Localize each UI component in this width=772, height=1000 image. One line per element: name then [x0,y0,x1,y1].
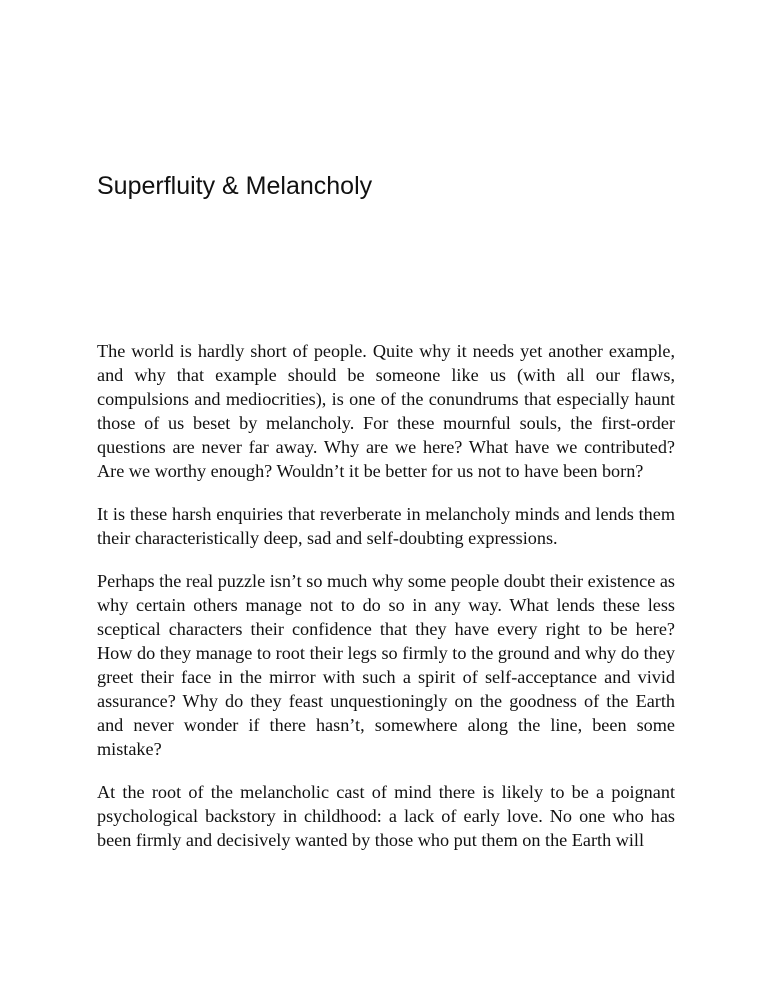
paragraph: It is these harsh enquiries that reverberate in melancholy minds and lends them their characteristically deep, sad and self-doubting expressions. [97,504,675,549]
paragraph: Perhaps the real puzzle isn’t so much why some people doubt their existence as why certain others manage not to do so in any way. What lends these less sceptical characters their confidence that they have every right to be here? How do they manage to root their legs so firmly to the ground and why do they greet their face in the mirror with such a spirit of self-acceptance and vivid assurance? Why do they feast unquestioningly on the goodness of the Earth and never wonder if there hasn’t, somewhere along the line, been some mistake? [97,570,675,760]
body-text [97,339,675,871]
paragraph: The world is hardly short of people. Quite why it needs yet another example, and why that example should be someone like us (with all our flaws, compulsions and mediocrities), is one of the conundrums that especially haunt those of us beset by melancholy. For these mournful souls, the first-order questions are never far away. Why are we here? What have we contributed? Are we worthy enough? Wouldn’t it be better for us not to have been born? [97,341,675,482]
paragraph: At the root of the melancholic cast of mind there is likely to be a poignant psychological backstory in childhood: a lack of early love. No one who has been firmly and decisively wanted by those who put them on the Earth will [97,782,675,851]
chapter-title: Superfluity & Melancholy [97,172,373,200]
